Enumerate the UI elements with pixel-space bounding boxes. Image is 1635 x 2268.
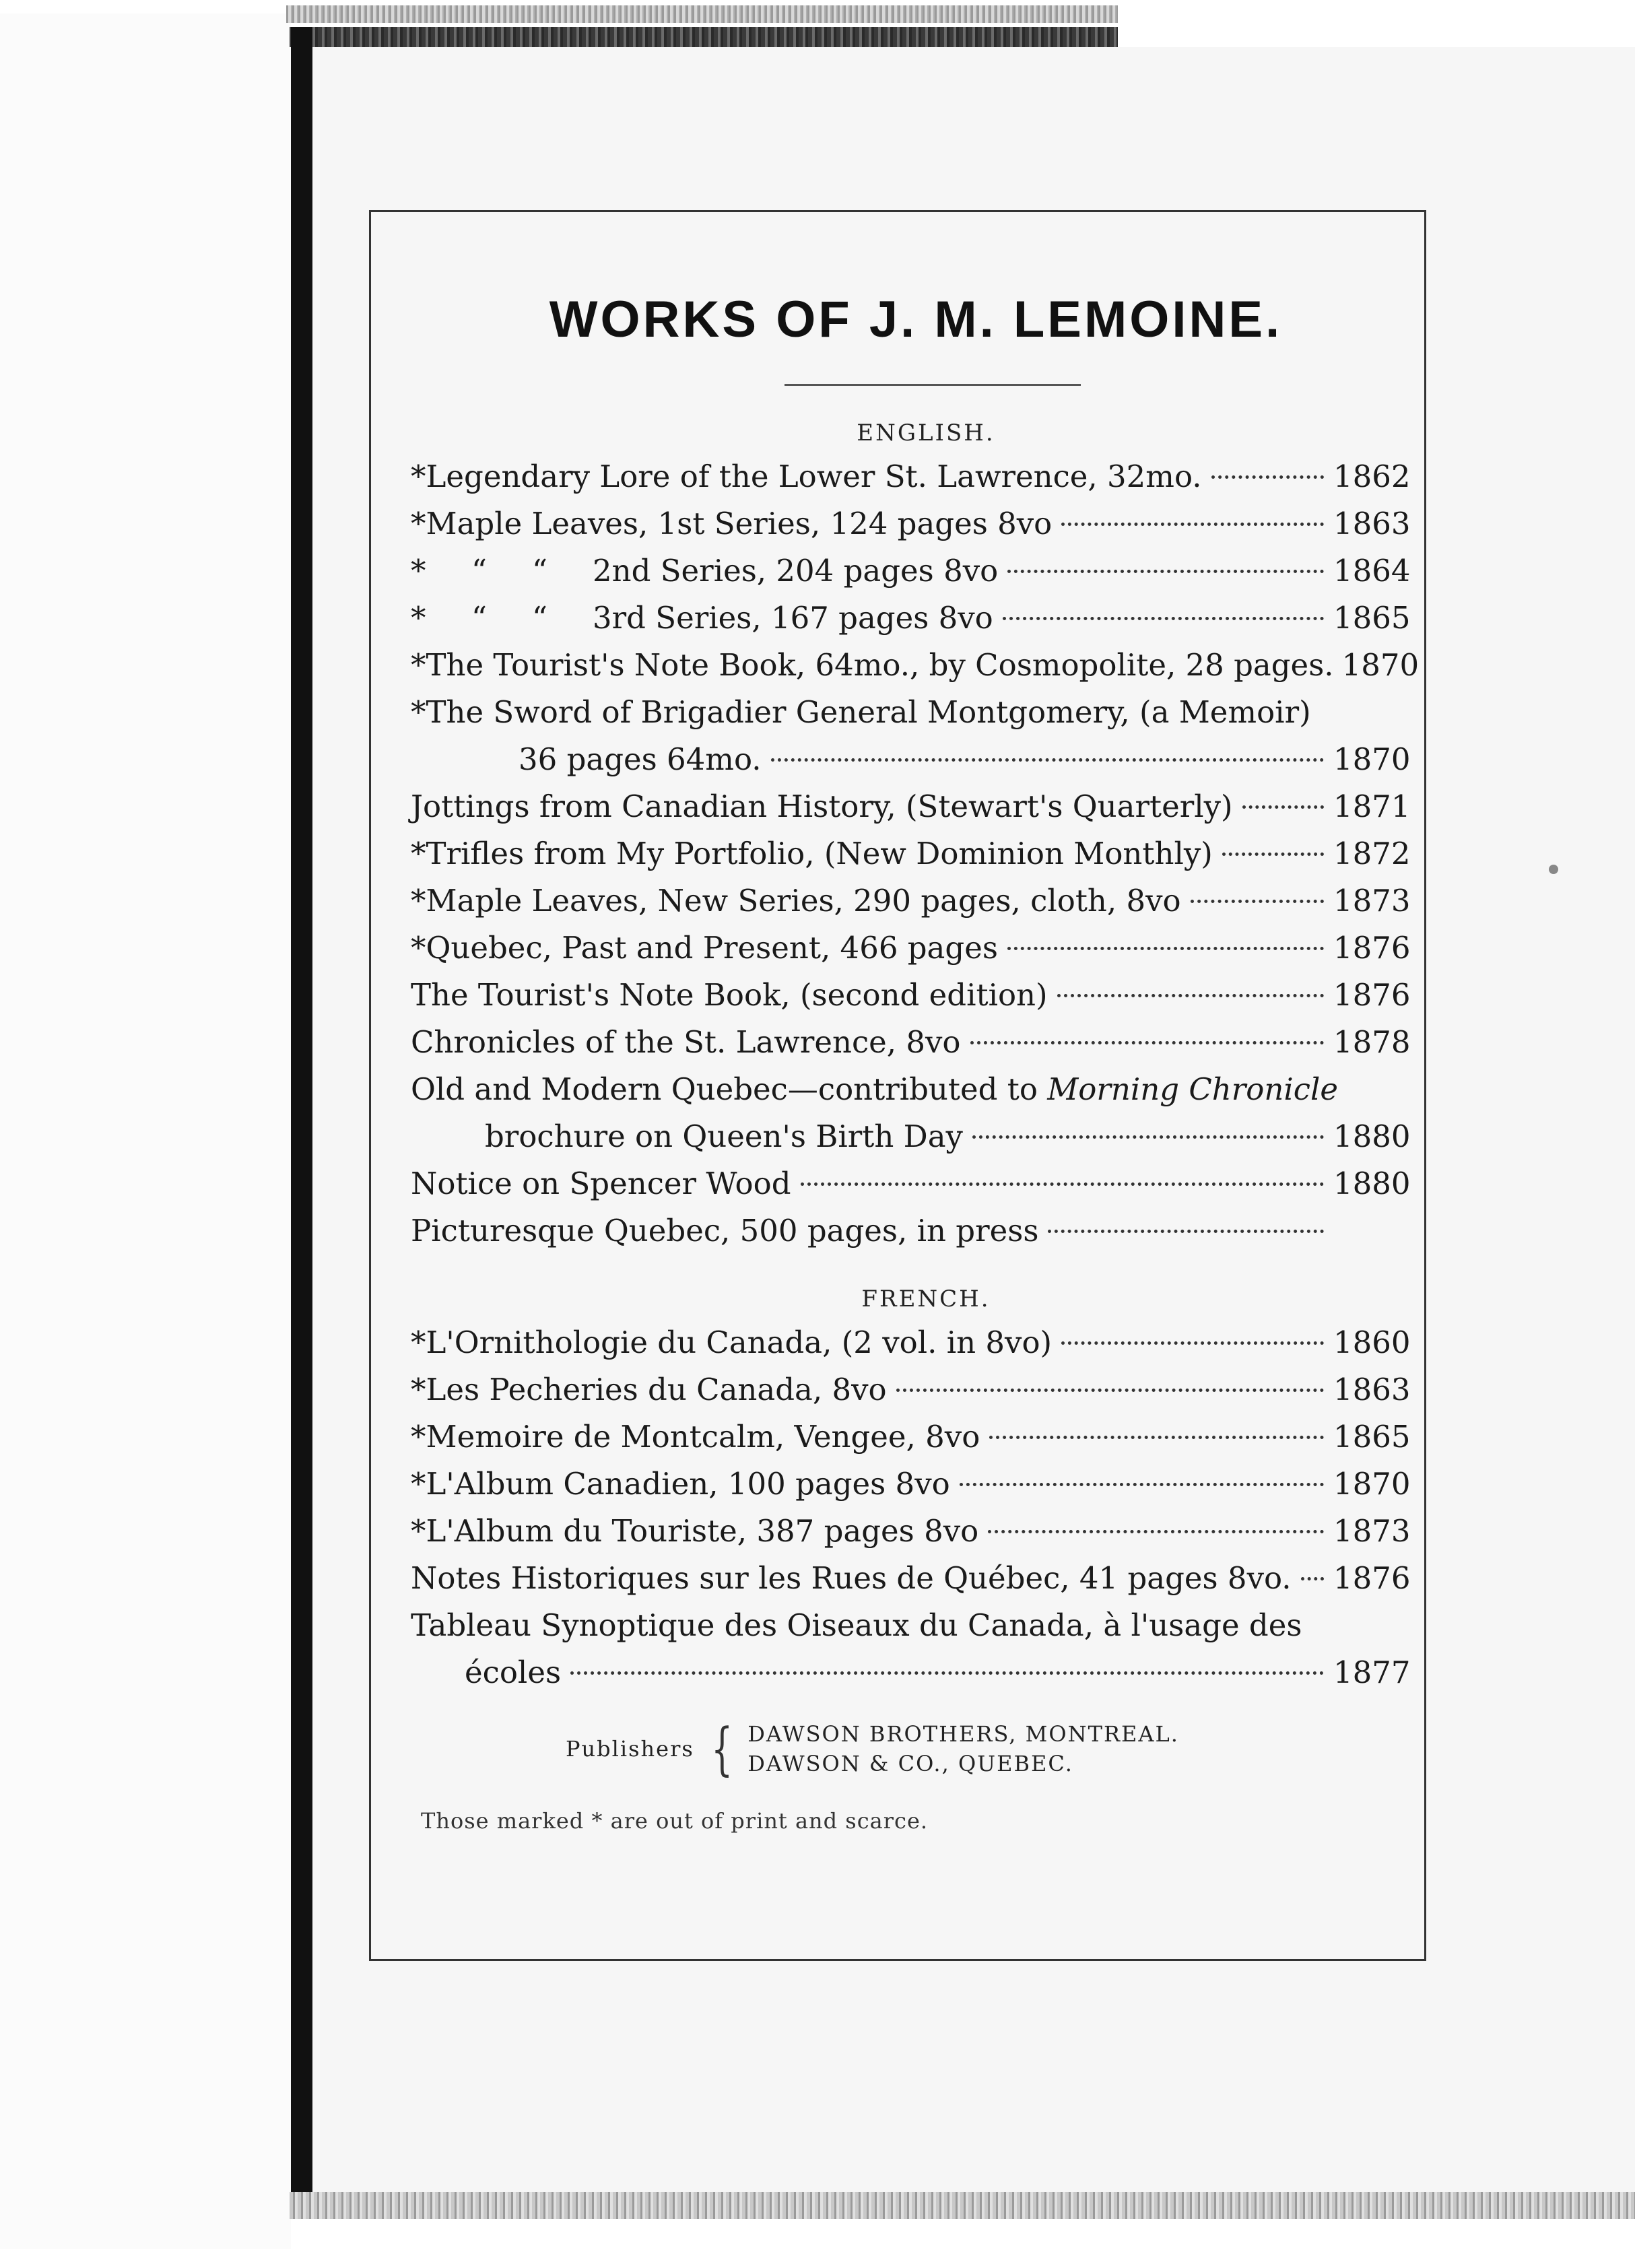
entry-title: *Legendary Lore of the Lower St. Lawrence, 32mo.	[411, 459, 1202, 494]
entry-title: *Quebec, Past and Present, 466 pages	[411, 930, 998, 966]
entry-year: 1880	[1333, 1119, 1411, 1154]
footnote: Those marked * are out of print and scarce.	[421, 1808, 929, 1834]
dot-leader	[896, 1389, 1324, 1392]
ditto-mark: “	[471, 553, 488, 589]
dot-leader	[1061, 1341, 1324, 1345]
list-item	[411, 783, 1411, 830]
star-mark: *	[411, 553, 426, 589]
entry-year: 1863	[1333, 1372, 1411, 1407]
entry-title: *Maple Leaves, 1st Series, 124 pages 8vo	[411, 506, 1053, 541]
list-item	[411, 595, 1411, 642]
top-binding-strip	[290, 27, 1118, 47]
entry-year: 1865	[1333, 600, 1411, 636]
ditto-mark: “	[471, 600, 488, 636]
entry-title: *The Tourist's Note Book, 64mo., by Cosmopolite, 28 pages.	[411, 647, 1334, 683]
brace-glyph: {	[710, 1716, 734, 1782]
list-item-line: *The Sword of Brigadier General Montgomery, (a Memoir)	[411, 694, 1311, 730]
entry-title	[411, 595, 993, 642]
dot-leader	[960, 1483, 1324, 1486]
list-item	[411, 1508, 1411, 1555]
section-heading-english: ENGLISH.	[857, 420, 995, 446]
entry-year: 1872	[1333, 836, 1411, 871]
entry-year: 1862	[1333, 459, 1411, 494]
dot-leader	[1057, 994, 1324, 997]
list-item	[411, 642, 1420, 689]
entry-title: *L'Album Canadien, 100 pages 8vo	[411, 1466, 950, 1502]
works-list	[411, 283, 1420, 1834]
dot-leader	[1222, 853, 1324, 856]
star-mark: *	[411, 600, 426, 636]
dot-leader	[1003, 617, 1324, 620]
entry-year: 1870	[1333, 741, 1411, 777]
entry-year: 1880	[1333, 1166, 1411, 1201]
list-item-continuation	[411, 1113, 1411, 1160]
list-item	[411, 547, 1411, 595]
list-item	[411, 1555, 1411, 1602]
entry-title-text: 2nd Series, 204 pages 8vo	[593, 553, 999, 589]
list-item	[411, 830, 1411, 877]
list-item-continuation	[411, 736, 1411, 783]
left-blank-page	[0, 13, 291, 2249]
list-item	[411, 500, 1411, 547]
entry-year: 1873	[1333, 1513, 1411, 1549]
entry-year: 1871	[1333, 789, 1411, 824]
entry-title: Chronicles of the St. Lawrence, 8vo	[411, 1024, 961, 1060]
publisher-line: DAWSON BROTHERS, MONTREAL.	[747, 1721, 1179, 1747]
dot-leader	[1301, 1577, 1324, 1580]
ink-smudge	[1549, 865, 1558, 874]
publishers-lines	[747, 1719, 1179, 1778]
list-item-line	[411, 1066, 1401, 1113]
entry-title: Picturesque Quebec, 500 pages, in press	[411, 1213, 1039, 1248]
list-item-line: Tableau Synoptique des Oiseaux du Canada, à l'usage des	[411, 1607, 1302, 1643]
entry-title: The Tourist's Note Book, (second edition)	[411, 977, 1048, 1013]
bottom-edge-strip	[290, 2192, 1635, 2219]
entry-year: 1876	[1333, 1560, 1411, 1596]
entry-year: 1873	[1333, 883, 1411, 919]
entry-title: *L'Album du Touriste, 387 pages 8vo	[411, 1513, 979, 1549]
dot-leader	[1048, 1230, 1324, 1233]
dot-leader	[1211, 475, 1324, 479]
publishers-label: Publishers	[566, 1736, 694, 1762]
dot-leader	[771, 758, 1324, 762]
entry-year: 1863	[1333, 506, 1411, 541]
book-spine	[291, 27, 312, 2195]
dot-leader	[1242, 805, 1324, 809]
entry-title: Notes Historiques sur les Rues de Québec, 41 pages 8vo.	[411, 1560, 1292, 1596]
list-item	[411, 1019, 1411, 1066]
list-item	[411, 877, 1411, 925]
entry-year: 1870	[1333, 1466, 1411, 1502]
entry-title-text: 3rd Series, 167 pages 8vo	[593, 600, 993, 636]
list-item-continuation	[411, 1649, 1411, 1696]
dot-leader	[972, 1135, 1324, 1139]
entry-year: 1860	[1333, 1325, 1411, 1360]
entry-title: Jottings from Canadian History, (Stewart's Quarterly)	[411, 789, 1233, 824]
entry-year: 1864	[1333, 553, 1411, 589]
ditto-mark: “	[532, 553, 548, 589]
list-item	[411, 1160, 1411, 1207]
entry-title	[411, 547, 998, 595]
entry-title: *Trifles from My Portfolio, (New Dominion Monthly)	[411, 836, 1213, 871]
entry-year: 1876	[1333, 977, 1411, 1013]
entry-title: écoles	[465, 1655, 562, 1690]
entry-year: 1876	[1333, 930, 1411, 966]
list-item	[411, 925, 1411, 972]
dot-leader	[988, 1530, 1324, 1533]
entry-title: Notice on Spencer Wood	[411, 1166, 791, 1201]
dot-leader	[1061, 523, 1324, 526]
list-item	[411, 1207, 1401, 1255]
entry-year: 1870	[1341, 647, 1420, 683]
top-edge-strip	[286, 5, 1118, 23]
publishers-block	[411, 1716, 1401, 1782]
list-item	[411, 1413, 1411, 1461]
list-item	[411, 972, 1411, 1019]
entry-title: *L'Ornithologie du Canada, (2 vol. in 8vo)	[411, 1325, 1053, 1360]
entry-title: *Maple Leaves, New Series, 290 pages, cloth, 8vo	[411, 883, 1181, 919]
entry-title: *Memoire de Montcalm, Vengee, 8vo	[411, 1419, 980, 1455]
entry-italic-title: Morning Chronicle	[1047, 1071, 1338, 1107]
dot-leader	[989, 1436, 1324, 1439]
dot-leader	[1191, 900, 1324, 903]
entry-year: 1878	[1333, 1024, 1411, 1060]
entry-title: brochure on Queen's Birth Day	[485, 1119, 963, 1154]
list-item	[411, 1366, 1411, 1413]
section-heading-french: FRENCH.	[861, 1286, 991, 1312]
publisher-line: DAWSON & CO., QUEBEC.	[747, 1751, 1073, 1776]
dot-leader	[1007, 570, 1324, 573]
dot-leader	[801, 1182, 1324, 1186]
list-item	[411, 1319, 1411, 1366]
entry-title: *Les Pecheries du Canada, 8vo	[411, 1372, 887, 1407]
entry-title: 36 pages 64mo.	[519, 741, 762, 777]
list-item	[411, 453, 1411, 500]
dot-leader	[1007, 947, 1324, 950]
entry-year: 1865	[1333, 1419, 1411, 1455]
dot-leader	[570, 1671, 1324, 1675]
list-item	[411, 1461, 1411, 1508]
title-divider	[785, 384, 1081, 386]
dot-leader	[970, 1041, 1324, 1044]
ditto-mark: “	[532, 600, 548, 636]
page-title: WORKS OF J. M. LEMOINE.	[549, 291, 1283, 348]
entry-year: 1877	[1333, 1655, 1411, 1690]
entry-title: Old and Modern Quebec—contributed to	[411, 1071, 1038, 1107]
